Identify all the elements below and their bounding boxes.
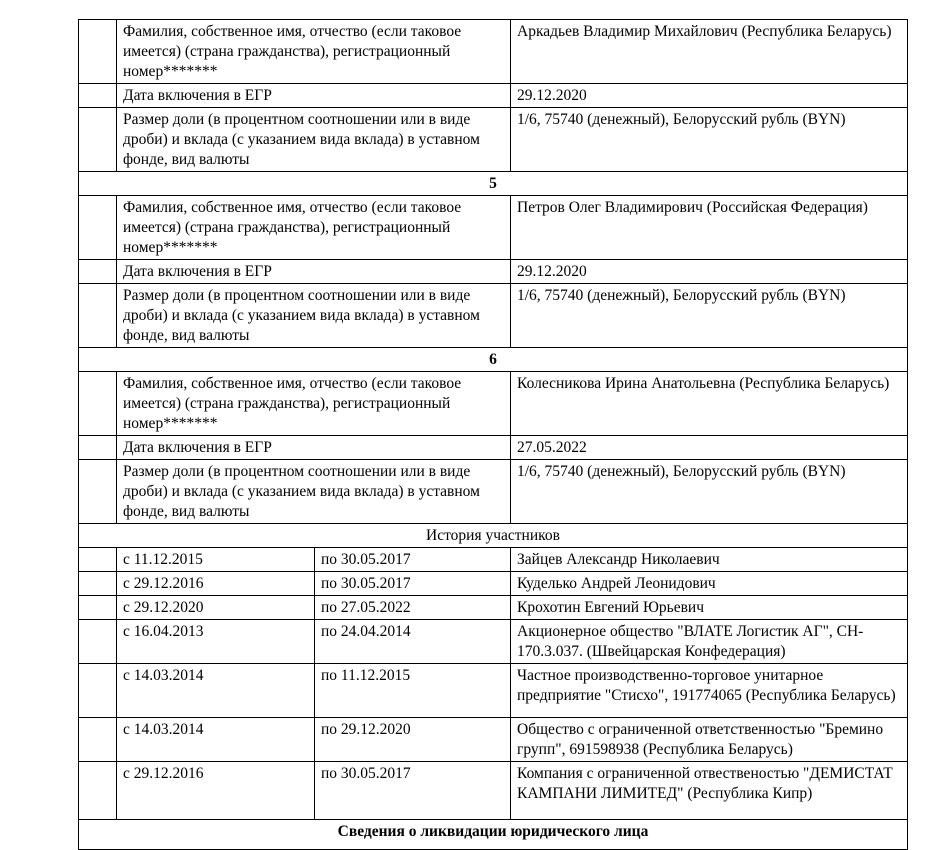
history-to-cell: по 30.05.2017 bbox=[315, 548, 511, 572]
name-value-cell: Колесникова Ирина Анатольевна (Республика Беларусь) bbox=[511, 372, 908, 436]
table-row bbox=[79, 284, 908, 348]
row-number-cell bbox=[79, 596, 117, 620]
egr-date-label-cell: Дата включения в ЕГР bbox=[117, 260, 511, 284]
table-row bbox=[79, 108, 908, 172]
table-row bbox=[79, 84, 908, 108]
history-row bbox=[79, 572, 908, 596]
history-name-cell: Компания с ограниченной отвественостью "ДЕМИСТАТ КАМПАНИ ЛИМИТЕД" (Республика Кипр) bbox=[511, 762, 908, 820]
name-value-cell: Петров Олег Владимирович (Российская Федерация) bbox=[511, 196, 908, 260]
egr-date-label-cell: Дата включения в ЕГР bbox=[117, 84, 511, 108]
table-row bbox=[79, 436, 908, 460]
row-number-cell bbox=[79, 20, 117, 84]
share-label-cell: Размер доли (в процентном соотношении или в виде дроби) и вклада (с указанием вида вклада) в уставном фонде, вид валюты bbox=[117, 460, 511, 524]
history-name-cell: Общество с ограниченной ответственностью "Бремино групп", 691598938 (Республика Беларусь) bbox=[511, 718, 908, 762]
row-number-cell bbox=[79, 260, 117, 284]
history-row bbox=[79, 620, 908, 664]
egr-date-label-cell: Дата включения в ЕГР bbox=[117, 436, 511, 460]
row-number-cell bbox=[79, 572, 117, 596]
history-name-cell: Крохотин Евгений Юрьевич bbox=[511, 596, 908, 620]
history-name-cell: Куделько Андрей Леонидович bbox=[511, 572, 908, 596]
history-name-cell: Частное производственно-торговое унитарное предприятие "Стисхо", 191774065 (Республика Беларусь) bbox=[511, 664, 908, 718]
history-from-cell: с 14.03.2014 bbox=[117, 664, 315, 718]
table-row bbox=[79, 460, 908, 524]
history-from-cell: с 29.12.2016 bbox=[117, 572, 315, 596]
egr-date-value-cell: 29.12.2020 bbox=[511, 84, 908, 108]
participant-number-cell: 5 bbox=[79, 172, 908, 196]
row-number-cell bbox=[79, 762, 117, 820]
row-number-cell bbox=[79, 460, 117, 524]
history-row bbox=[79, 548, 908, 572]
participant-number-cell: 6 bbox=[79, 348, 908, 372]
row-number-cell bbox=[79, 718, 117, 762]
table-row bbox=[79, 196, 908, 260]
history-from-cell: с 29.12.2020 bbox=[117, 596, 315, 620]
row-number-cell bbox=[79, 196, 117, 260]
table-row bbox=[79, 524, 908, 548]
history-row bbox=[79, 596, 908, 620]
history-name-cell: Акционерное общество "ВЛАТЕ Логистик АГ", CH-170.3.037. (Швейцарская Конфедерация) bbox=[511, 620, 908, 664]
row-number-cell bbox=[79, 372, 117, 436]
row-number-cell bbox=[79, 436, 117, 460]
egr-date-value-cell: 29.12.2020 bbox=[511, 260, 908, 284]
history-from-cell: с 11.12.2015 bbox=[117, 548, 315, 572]
table-row bbox=[79, 372, 908, 436]
history-from-cell: с 29.12.2016 bbox=[117, 762, 315, 820]
history-to-cell: по 30.05.2017 bbox=[315, 762, 511, 820]
row-number-cell bbox=[79, 84, 117, 108]
name-value-cell: Аркадьев Владимир Михайлович (Республика Беларусь) bbox=[511, 20, 908, 84]
name-label-cell: Фамилия, собственное имя, отчество (если таковое имеется) (страна гражданства), регистрационный номер******* bbox=[117, 20, 511, 84]
row-number-cell bbox=[79, 620, 117, 664]
share-label-cell: Размер доли (в процентном соотношении или в виде дроби) и вклада (с указанием вида вклада) в уставном фонде, вид валюты bbox=[117, 108, 511, 172]
share-value-cell: 1/6, 75740 (денежный), Белорусский рубль (BYN) bbox=[511, 460, 908, 524]
history-row bbox=[79, 762, 908, 820]
name-label-cell: Фамилия, собственное имя, отчество (если таковое имеется) (страна гражданства), регистрационный номер******* bbox=[117, 196, 511, 260]
share-value-cell: 1/6, 75740 (денежный), Белорусский рубль (BYN) bbox=[511, 108, 908, 172]
history-row bbox=[79, 664, 908, 718]
share-label-cell: Размер доли (в процентном соотношении или в виде дроби) и вклада (с указанием вида вклада) в уставном фонде, вид валюты bbox=[117, 284, 511, 348]
row-number-cell bbox=[79, 664, 117, 718]
row-number-cell bbox=[79, 548, 117, 572]
history-to-cell: по 30.05.2017 bbox=[315, 572, 511, 596]
registry-table bbox=[78, 19, 908, 850]
share-value-cell: 1/6, 75740 (денежный), Белорусский рубль (BYN) bbox=[511, 284, 908, 348]
table-row bbox=[79, 20, 908, 84]
history-to-cell: по 24.04.2014 bbox=[315, 620, 511, 664]
table-row bbox=[79, 260, 908, 284]
history-name-cell: Зайцев Александр Николаевич bbox=[511, 548, 908, 572]
table-row bbox=[79, 348, 908, 372]
egr-date-value-cell: 27.05.2022 bbox=[511, 436, 908, 460]
liquidation-header-cell: Сведения о ликвидации юридического лица bbox=[79, 820, 908, 850]
row-number-cell bbox=[79, 284, 117, 348]
row-number-cell bbox=[79, 108, 117, 172]
history-from-cell: с 14.03.2014 bbox=[117, 718, 315, 762]
history-row bbox=[79, 718, 908, 762]
history-to-cell: по 27.05.2022 bbox=[315, 596, 511, 620]
history-to-cell: по 11.12.2015 bbox=[315, 664, 511, 718]
history-from-cell: с 16.04.2013 bbox=[117, 620, 315, 664]
name-label-cell: Фамилия, собственное имя, отчество (если таковое имеется) (страна гражданства), регистрационный номер******* bbox=[117, 372, 511, 436]
history-header-cell: История участников bbox=[79, 524, 908, 548]
table-row bbox=[79, 172, 908, 196]
table-row bbox=[79, 820, 908, 850]
history-to-cell: по 29.12.2020 bbox=[315, 718, 511, 762]
